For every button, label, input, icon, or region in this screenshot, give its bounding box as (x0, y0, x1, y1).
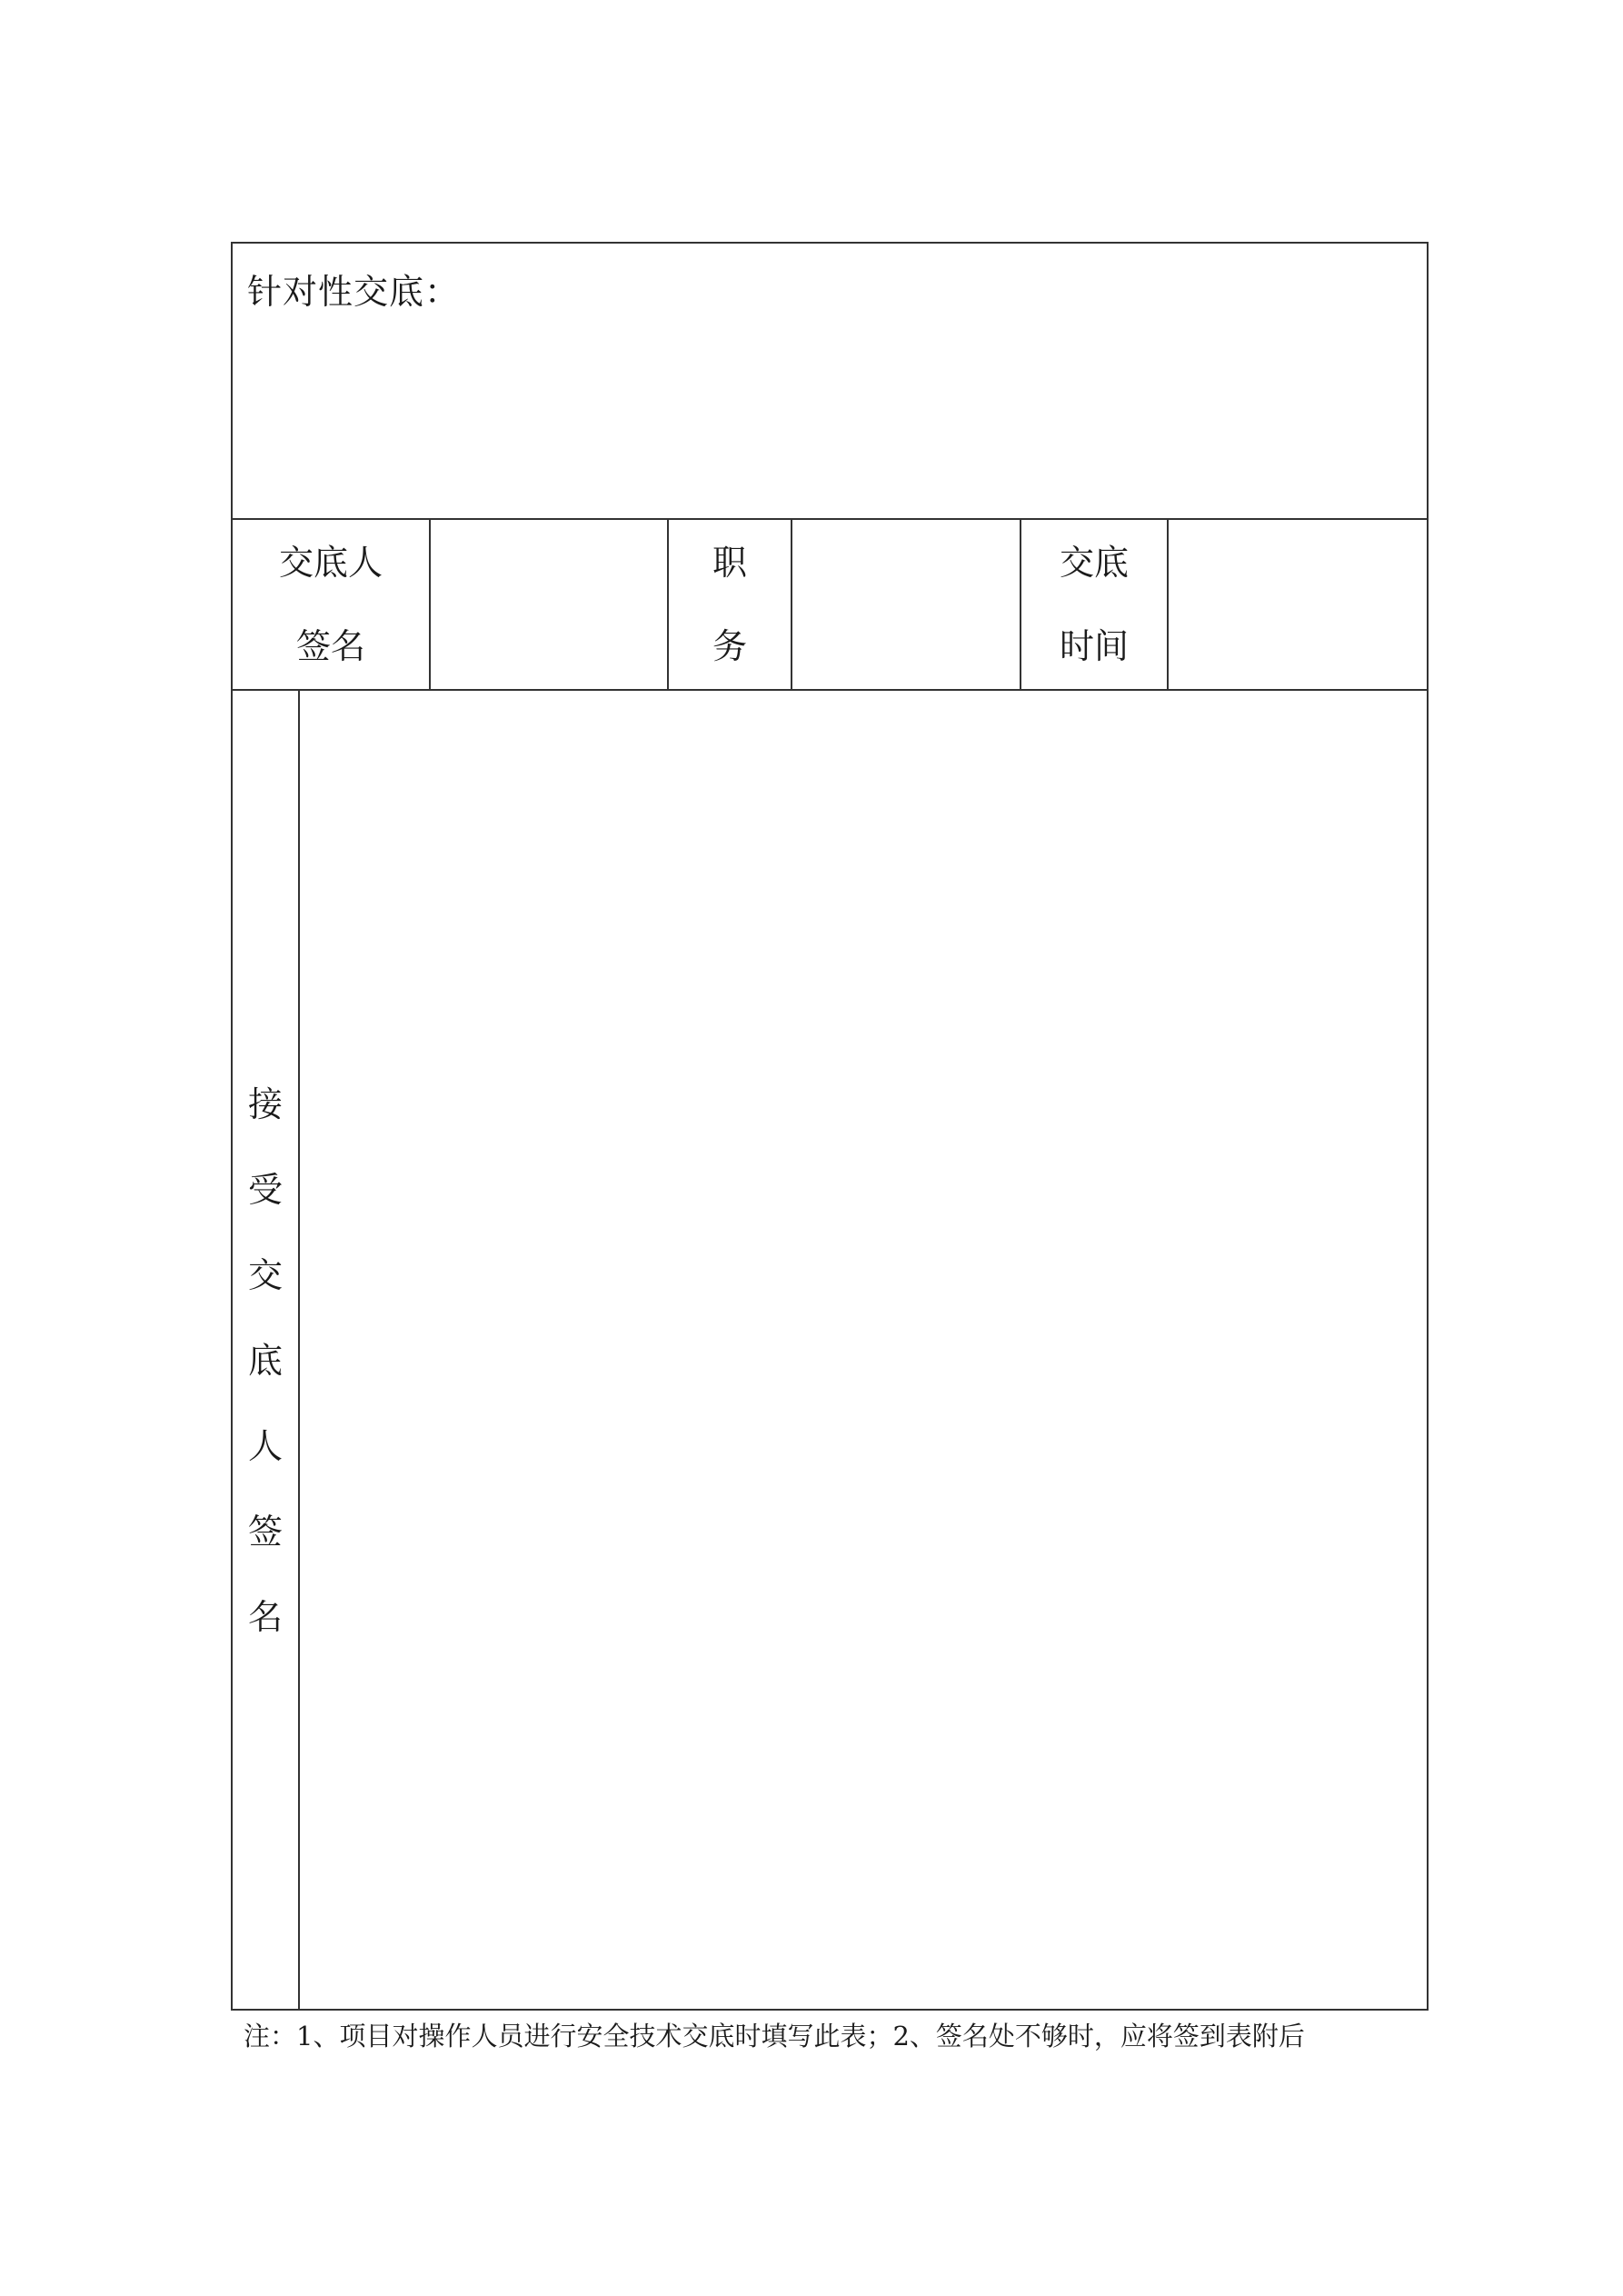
briefer-signature-label-line2: 签名 (295, 626, 365, 666)
briefer-info-row (233, 520, 1427, 691)
receiver-signature-char: 人 (247, 1426, 283, 1466)
position-label-line1: 职 (712, 543, 747, 583)
receiver-signature-char: 接 (247, 1084, 283, 1124)
safety-briefing-form (231, 242, 1429, 2011)
targeted-briefing-label: 针对性交底： (247, 272, 461, 312)
briefer-signature-label-line1: 交底人 (278, 543, 383, 583)
briefing-time-field[interactable] (1169, 520, 1427, 689)
briefing-time-label-cell (1021, 520, 1169, 689)
briefing-time-label-line2: 时间 (1059, 626, 1129, 666)
briefer-signature-label-cell (233, 520, 431, 689)
receiver-signature-char: 受 (247, 1170, 283, 1210)
receiver-signature-char: 交 (247, 1255, 283, 1295)
position-label-line2: 务 (712, 626, 747, 666)
position-field[interactable] (792, 520, 1021, 689)
receiver-signature-label-column (233, 691, 300, 2009)
receiver-signature-char: 名 (247, 1597, 283, 1637)
receiver-signature-char: 底 (247, 1341, 283, 1381)
form-footnote: 注：1、项目对操作人员进行安全技术交底时填写此表；2、签名处不够时，应将签到表附后 (244, 2021, 1305, 2051)
receiver-signature-char: 签 (247, 1512, 283, 1552)
briefing-time-label-line1: 交底 (1059, 543, 1129, 583)
position-label-cell (669, 520, 792, 689)
targeted-briefing-section[interactable] (233, 244, 1427, 520)
receiver-signature-section (233, 691, 1427, 2009)
receiver-signature-field[interactable] (300, 691, 1427, 2009)
briefer-signature-field[interactable] (431, 520, 669, 689)
